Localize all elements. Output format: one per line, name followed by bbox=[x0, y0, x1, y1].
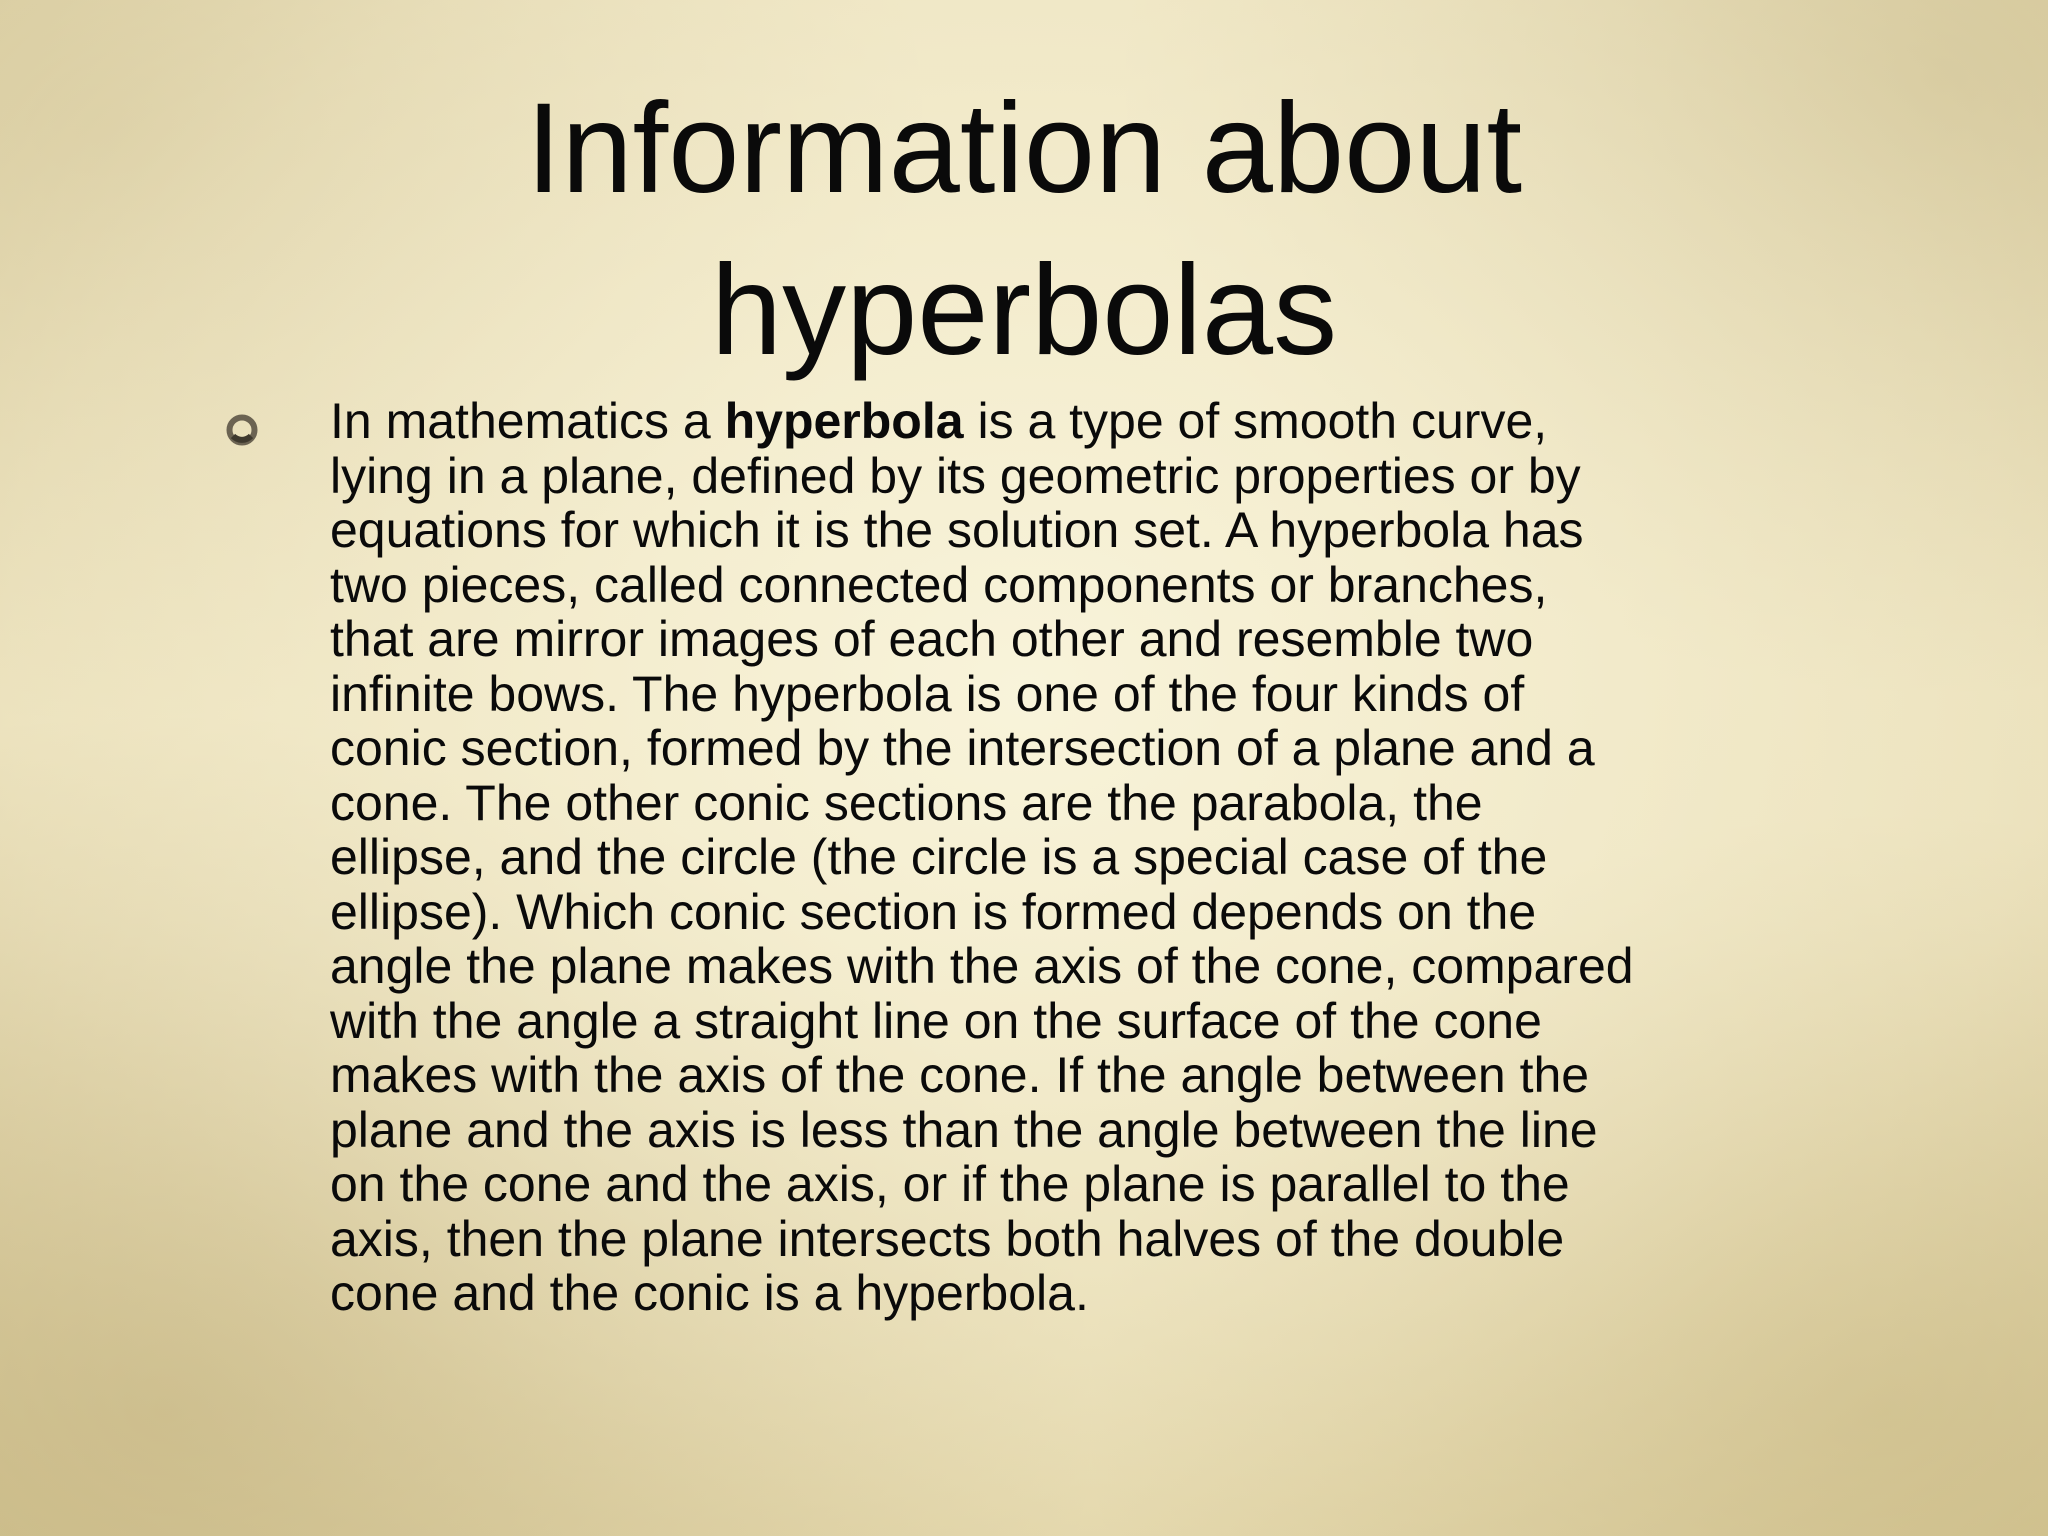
bold-term: hyperbola bbox=[724, 393, 964, 449]
paragraph-line: cone. The other conic sections are the parabola, the bbox=[330, 774, 1483, 831]
text-run: In mathematics a bbox=[330, 393, 725, 449]
text-run: is a type of smooth curve, bbox=[963, 393, 1548, 449]
paragraph-line: axis, then the plane intersects both halves of the double bbox=[330, 1210, 1565, 1267]
paragraph-line: infinite bows. The hyperbola is one of the four kinds of bbox=[330, 665, 1525, 722]
paragraph-line: makes with the axis of the cone. If the angle between the bbox=[330, 1047, 1590, 1103]
paragraph-line: plane and the axis is less than the angle between the line bbox=[330, 1101, 1598, 1158]
paragraph-line: that are mirror images of each other and resemble two bbox=[330, 611, 1534, 667]
bullet-item bbox=[224, 394, 1824, 1321]
paragraph-line: ellipse). Which conic section is formed depends on the bbox=[330, 883, 1537, 940]
paragraph-line: on the cone and the axis, or if the plane is parallel to the bbox=[330, 1156, 1570, 1212]
paragraph-line: angle the plane makes with the axis of the cone, compared bbox=[330, 938, 1634, 994]
paragraph-line: cone and the conic is a hyperbola. bbox=[330, 1265, 1089, 1321]
paragraph-line: with the angle a straight line on the surface of the cone bbox=[330, 992, 1542, 1049]
paragraph-line: equations for which it is the solution set. A hyperbola has bbox=[330, 502, 1584, 558]
paragraph-line: conic section, formed by the intersection of a plane and a bbox=[330, 720, 1595, 776]
bullet-list bbox=[224, 394, 1824, 1321]
paragraph-line: lying in a plane, defined by its geometric properties or by bbox=[330, 447, 1581, 504]
hollow-circle-bullet-icon bbox=[224, 412, 260, 448]
paragraph-line bbox=[330, 394, 1824, 449]
slide-title-line: Information about bbox=[525, 77, 1523, 220]
paragraph-line: ellipse, and the circle (the circle is a special case of the bbox=[330, 829, 1548, 885]
slide-title-line: hyperbolas bbox=[710, 239, 1338, 382]
paragraph-line: two pieces, called connected components or branches, bbox=[330, 556, 1548, 613]
slide-title bbox=[0, 68, 2048, 392]
bullet-paragraph bbox=[330, 394, 1824, 1321]
